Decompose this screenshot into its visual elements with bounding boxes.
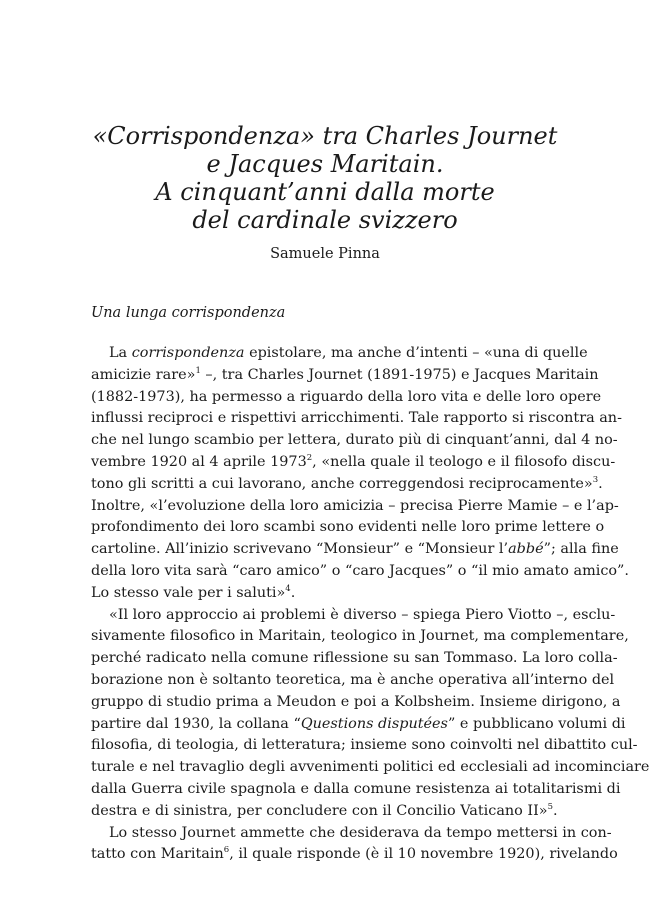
title-line: del cardinale svizzero xyxy=(192,206,458,234)
author-name: Samuele Pinna xyxy=(270,246,380,262)
text-line: perché radicato nella comune riflessione su san Tommaso. La loro colla- xyxy=(91,650,618,667)
emphasis: Questions disputées xyxy=(300,715,448,732)
footnote-ref[interactable]: 6 xyxy=(223,845,230,856)
text-line: La corrispondenza epistolare, ma anche d’intenti – «una di quelle xyxy=(109,345,588,361)
text-line: amicizie rare»$^1$ –, tra Charles Journet (1891-1975) e Jacques Maritain xyxy=(91,366,599,383)
text-line: vembre 1920 al 4 aprile 1973$^2$, «nella quale il teologo e il filosofo discu- xyxy=(91,453,616,470)
text-line: partire dal 1930, la collana “Questions disputées” e pubblicano volumi di xyxy=(91,715,626,732)
text-line: Lo stesso Journet ammette che desiderava da tempo mettersi in con- xyxy=(109,824,612,841)
title-line: e Jacques Maritain. xyxy=(206,150,444,178)
section-heading: Una lunga corrispondenza xyxy=(91,305,286,321)
footnote-ref[interactable]: 5 xyxy=(547,801,554,812)
emphasis: corrispondenza xyxy=(131,345,245,361)
title-line: «Corrispondenza» tra Charles Journet xyxy=(92,122,558,150)
text-line: tono gli scritti a cui lavorano, anche correggendosi reciprocamente»$^3$. xyxy=(91,474,603,492)
text-line: «Il loro approccio ai problemi è diverso – spiega Piero Viotto –, esclu- xyxy=(109,606,616,623)
text-line: influssi reciproci e rispettivi arricchimenti. Tale rapporto si riscontra an- xyxy=(91,410,622,427)
text-line: profondimento dei loro scambi sono evidenti nelle loro prime lettere o xyxy=(91,519,605,536)
text-line: cartoline. All’inizio scrivevano “Monsieur” e “Monsieur l’abbé”; alla fine xyxy=(91,541,619,558)
footnote-ref[interactable]: 1 xyxy=(195,366,201,376)
text-line: borazione non è soltanto teoretica, ma è anche operativa all’interno del xyxy=(91,671,615,688)
text-line: sivamente filosofico in Maritain, teologico in Journet, ma complementare, xyxy=(91,628,629,645)
text-line: Lo stesso vale per i saluti»$^4$. xyxy=(91,583,296,601)
emphasis: abbé xyxy=(508,541,544,558)
title-line: A cinquant’anni dalla morte xyxy=(155,178,495,206)
footnote-ref[interactable]: 3 xyxy=(592,474,599,485)
text-line: della loro vita sarà “caro amico” o “caro Jacques” o “il mio amato amico”. xyxy=(91,562,629,579)
text-line: dalla Guerra civile spagnola e dalla comune resistenza ai totalitarismi di xyxy=(91,780,621,797)
text-line: gruppo di studio prima a Meudon e poi a Kolbsheim. Insieme dirigono, a xyxy=(91,693,621,710)
chapter-title xyxy=(60,122,590,234)
text-line: tatto con Maritain$^6$, il quale risponde (è il 10 novembre 1920), rivelando xyxy=(91,845,618,863)
text-line: che nel lungo scambio per lettera, durato più di cinquant’anni, dal 4 no- xyxy=(91,432,618,449)
text-line: destra e di sinistra, per concludere con il Concilio Vaticano II»$^5$. xyxy=(91,801,558,819)
text-line: Inoltre, «l’evoluzione della loro amicizia – precisa Pierre Mamie – e l’ap- xyxy=(91,497,619,514)
text-line: (1882-1973), ha permesso a riguardo della loro vita e delle loro opere xyxy=(91,388,602,405)
footnote-ref[interactable]: 4 xyxy=(285,583,291,594)
body-text xyxy=(91,343,650,866)
footnote-ref[interactable]: 2 xyxy=(306,453,313,464)
text-line: filosofia, di teologia, di letteratura; insieme sono coinvolti nel dibattito cul- xyxy=(91,737,638,754)
text-line: turale e nel travaglio degli avvenimenti politici ed ecclesiali ad incominciare xyxy=(91,759,650,776)
